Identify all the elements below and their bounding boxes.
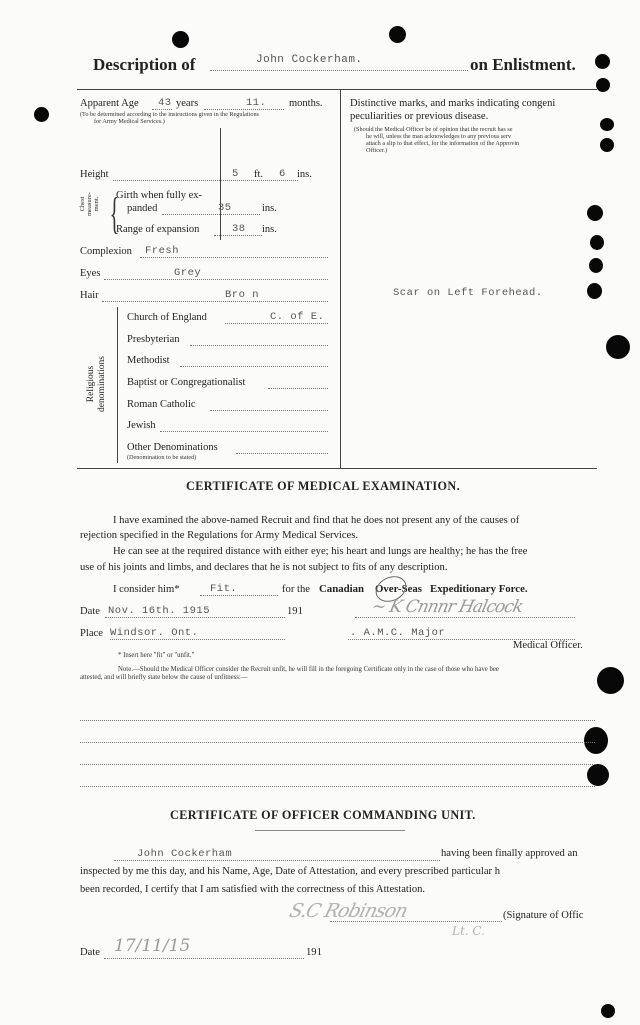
age-years-value: 43 bbox=[158, 97, 172, 109]
header-recruit-name: John Cockerham. bbox=[256, 54, 363, 66]
age-months-value: 11. bbox=[246, 97, 267, 109]
officer-date-value: 17/11/15 bbox=[114, 936, 191, 956]
marks-note-4: Officer.) bbox=[366, 147, 388, 154]
officer-signature-label: (Signature of Offic bbox=[503, 910, 584, 921]
other-denomination-note: (Denomination to be stated) bbox=[127, 454, 197, 461]
months-label: months. bbox=[289, 98, 323, 109]
range-unit: ins. bbox=[262, 224, 277, 235]
range-value: 38 bbox=[232, 223, 246, 235]
religion-label: Other Denominations bbox=[127, 442, 218, 453]
column-divider bbox=[340, 90, 341, 468]
ft-label: ft. bbox=[254, 169, 264, 180]
religion-label: Baptist or Congregationalist bbox=[127, 377, 246, 388]
marks-note-3: attach a slip to that effect, for the information of the Approvin bbox=[366, 140, 520, 147]
officer-signature: S.C Robinson bbox=[287, 900, 410, 922]
officer-line-1-tail: having been finally approved an bbox=[441, 848, 578, 859]
officer-recruit-name: John Cockerham bbox=[137, 848, 233, 860]
medical-certificate-title: CERTIFICATE OF MEDICAL EXAMINATION. bbox=[186, 479, 461, 493]
medical-place-line bbox=[110, 639, 285, 640]
complexion-value: Fresh bbox=[145, 245, 180, 257]
punch-hole bbox=[600, 138, 614, 152]
punch-hole bbox=[590, 235, 604, 250]
medical-place-label: Place bbox=[80, 628, 103, 639]
officer-signature-line bbox=[330, 921, 502, 922]
title-underline bbox=[255, 830, 405, 831]
medical-officer-role: Medical Officer. bbox=[513, 640, 583, 651]
unfitness-line bbox=[80, 720, 595, 721]
unfitness-line bbox=[80, 764, 595, 765]
officer-date-label: Date bbox=[80, 947, 100, 958]
chest-side-label: Chest measure- ment. bbox=[79, 192, 100, 216]
marks-note-1: (Should the Medical Officer be of opinion that the recruit has se bbox=[354, 126, 513, 133]
religion-label: Roman Catholic bbox=[127, 399, 196, 410]
age-label: Apparent Age bbox=[80, 98, 139, 109]
chest-brace: { bbox=[109, 189, 120, 238]
religion-line bbox=[190, 345, 328, 346]
eyes-label: Eyes bbox=[80, 268, 101, 279]
hair-label: Hair bbox=[80, 290, 99, 301]
officer-name-line bbox=[114, 860, 440, 861]
eyes-value: Grey bbox=[174, 267, 202, 279]
medical-signature-line bbox=[355, 617, 575, 618]
height-label: Height bbox=[80, 169, 109, 180]
punch-hole bbox=[172, 31, 189, 48]
force-canadian: Canadian bbox=[319, 583, 365, 595]
marks-title-1: Distinctive marks, and marks indicating congeni bbox=[350, 98, 556, 109]
age-years-line bbox=[152, 109, 172, 110]
punch-hole bbox=[587, 283, 602, 299]
religion-label: Church of England bbox=[127, 312, 207, 323]
medical-officer-signature: ~ K Cnnnr Halcock bbox=[369, 597, 525, 617]
header-name-line bbox=[210, 70, 468, 71]
punch-hole bbox=[600, 118, 614, 131]
religion-label: Jewish bbox=[127, 420, 156, 431]
marks-note-2: he will, unless the man acknowledges to any previous serv bbox=[366, 133, 512, 140]
religion-line bbox=[180, 366, 328, 367]
unfitness-line bbox=[80, 742, 595, 743]
consider-line bbox=[200, 595, 278, 596]
form-mid-rule bbox=[77, 468, 597, 469]
marks-title-2: peculiarities or previous disease. bbox=[350, 111, 489, 122]
medical-date-value: Nov. 16th. 1915 bbox=[108, 605, 211, 617]
force-overseas: Over-Seas bbox=[375, 583, 422, 595]
medical-date-label: Date bbox=[80, 606, 100, 617]
hair-value: Bro n bbox=[225, 289, 260, 301]
complexion-label: Complexion bbox=[80, 246, 132, 257]
officer-certificate-title: CERTIFICATE OF OFFICER COMMANDING UNIT. bbox=[170, 808, 476, 822]
years-label: years bbox=[176, 98, 199, 109]
officer-line-2: inspected by me this day, and his Name, Age, Date of Attestation, and every prescribed particular h bbox=[80, 866, 500, 877]
punch-hole bbox=[606, 335, 630, 359]
religion-line bbox=[236, 453, 328, 454]
hair-line bbox=[102, 301, 328, 302]
punch-hole bbox=[595, 54, 610, 69]
age-note-2: for Army Medical Services.) bbox=[94, 118, 165, 125]
header-suffix: on Enlistment. bbox=[470, 55, 576, 74]
medical-paragraph-1a: I have examined the above-named Recruit and find that he does not present any of the causes of bbox=[113, 515, 520, 526]
consider-value: Fit. bbox=[210, 583, 238, 595]
religion-line bbox=[160, 431, 328, 432]
religion-line bbox=[225, 323, 328, 324]
girth-value: 35 bbox=[218, 202, 232, 214]
insert-note: * Insert here "fit" or "unfit." bbox=[118, 652, 195, 659]
complexion-line bbox=[140, 257, 328, 258]
unfitness-line bbox=[80, 786, 595, 787]
girth-unit: ins. bbox=[262, 203, 277, 214]
height-ft-value: 5 bbox=[232, 168, 239, 180]
punch-hole bbox=[389, 26, 406, 43]
for-the-label: for the bbox=[282, 584, 310, 595]
eyes-line bbox=[104, 279, 328, 280]
marks-value: Scar on Left Forehead. bbox=[393, 287, 543, 299]
medical-paragraph-2b: use of his joints and limbs, and declares that he is not subject to fits of any description. bbox=[80, 562, 448, 573]
height-in-value: 6 bbox=[279, 168, 286, 180]
officer-line-3: been recorded, I certify that I am satisfied with the correctness of this Attestation. bbox=[80, 884, 426, 895]
consider-label: I consider him* bbox=[113, 584, 180, 595]
girth-label-2: panded bbox=[127, 203, 158, 214]
medical-date-year: 191 bbox=[287, 606, 303, 617]
religion-line bbox=[268, 388, 328, 389]
officer-date-year: 191 bbox=[306, 947, 322, 958]
religion-line bbox=[210, 410, 328, 411]
punch-hole bbox=[584, 727, 608, 754]
height-line bbox=[113, 180, 298, 181]
range-line bbox=[214, 235, 262, 236]
medical-paragraph-2a: He can see at the required distance with either eye; his heart and lungs are healthy; he has the free bbox=[113, 546, 528, 557]
punch-hole bbox=[589, 258, 603, 273]
punch-hole bbox=[587, 205, 603, 221]
punch-hole bbox=[596, 78, 610, 92]
girth-label-1: Girth when fully ex- bbox=[116, 190, 203, 201]
religion-bracket-line bbox=[117, 307, 118, 463]
header-prefix: Description of bbox=[93, 55, 196, 74]
punch-hole bbox=[597, 667, 624, 694]
religion-label: Presbyterian bbox=[127, 334, 180, 345]
punch-hole bbox=[34, 107, 49, 122]
religion-side-label: Religious denominations bbox=[86, 356, 107, 412]
force-expeditionary: Expeditionary Force. bbox=[430, 583, 528, 595]
girth-line bbox=[162, 214, 260, 215]
age-note-1: (To be determined according to the instructions given in the Regulations bbox=[80, 111, 259, 118]
religion-value: C. of E. bbox=[270, 311, 325, 323]
medical-place-value: Windsor. Ont. bbox=[110, 627, 199, 639]
age-months-line bbox=[204, 109, 284, 110]
ins-label: ins. bbox=[297, 169, 312, 180]
range-label: Range of expansion bbox=[116, 224, 200, 235]
officer-signature-rank: Lt. C. bbox=[452, 924, 485, 938]
religion-label: Methodist bbox=[127, 355, 170, 366]
officer-date-line bbox=[104, 958, 304, 959]
form-top-rule bbox=[77, 89, 597, 90]
medical-paragraph-1b: rejection specified in the Regulations for Army Medical Services. bbox=[80, 530, 359, 541]
measure-column-line bbox=[220, 128, 221, 240]
punch-hole bbox=[587, 764, 609, 786]
medical-date-line bbox=[105, 617, 285, 618]
punch-hole bbox=[601, 1004, 615, 1018]
medical-rank-value: . A.M.C. Major bbox=[350, 627, 446, 639]
unfit-note-2: attested, and will briefly state below the cause of unfitness:— bbox=[80, 674, 248, 681]
unfit-note-1: Note.—Should the Medical Officer consider the Recruit unfit, he will fill in the foregoing Certificate only in the case of those who have bee bbox=[118, 666, 499, 673]
